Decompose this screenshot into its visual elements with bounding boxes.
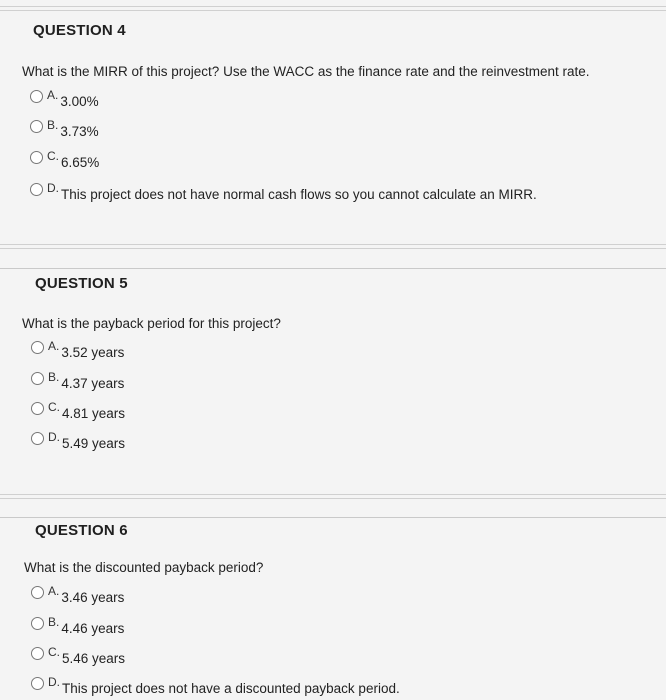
radio-button[interactable] <box>31 372 44 385</box>
option-text: 3.52 years <box>61 345 125 360</box>
option-letter: D. <box>48 430 60 444</box>
option-letter: B. <box>47 118 59 132</box>
question-6-option-b[interactable] <box>31 615 124 636</box>
divider <box>0 494 666 499</box>
option-text: 3.73% <box>60 124 99 139</box>
option-text: 3.46 years <box>61 590 125 605</box>
option-letter: A. <box>47 88 59 102</box>
question-6-text: What is the discounted payback period? <box>24 560 264 575</box>
radio-button[interactable] <box>31 647 44 660</box>
option-text: 6.65% <box>61 155 100 170</box>
question-5-text: What is the payback period for this project? <box>22 316 281 331</box>
option-letter: D. <box>48 675 60 689</box>
option-letter: C. <box>48 645 60 659</box>
option-letter: C. <box>48 400 60 414</box>
radio-button[interactable] <box>30 183 43 196</box>
question-4-option-b[interactable] <box>30 118 99 139</box>
radio-button[interactable] <box>31 617 44 630</box>
question-4-option-c[interactable] <box>30 149 99 170</box>
option-text: 3.00% <box>60 94 99 109</box>
option-text: This project does not have normal cash flows so you cannot calculate an MIRR. <box>61 187 537 202</box>
option-text: 4.37 years <box>61 376 125 391</box>
radio-button[interactable] <box>30 151 43 164</box>
option-text: This project does not have a discounted payback period. <box>62 681 400 696</box>
question-6-option-d[interactable] <box>31 675 400 696</box>
divider <box>0 244 666 249</box>
option-text: 5.46 years <box>62 651 126 666</box>
radio-button[interactable] <box>31 677 44 690</box>
question-4-title: QUESTION 4 <box>33 22 126 39</box>
option-letter: B. <box>48 615 60 629</box>
question-6-title: QUESTION 6 <box>35 522 128 539</box>
question-4-option-d[interactable] <box>30 181 537 202</box>
divider <box>0 517 666 518</box>
question-4-option-a[interactable] <box>30 88 99 109</box>
question-6-option-a[interactable] <box>31 584 124 605</box>
question-5-title: QUESTION 5 <box>35 275 128 292</box>
option-letter: A. <box>48 339 60 353</box>
radio-button[interactable] <box>31 402 44 415</box>
question-4-text: What is the MIRR of this project? Use the WACC as the finance rate and the reinvestment rate. <box>22 64 590 79</box>
option-text: 4.46 years <box>61 621 125 636</box>
question-5-option-b[interactable] <box>31 370 124 391</box>
divider <box>0 268 666 269</box>
option-text: 4.81 years <box>62 406 126 421</box>
question-6-option-c[interactable] <box>31 645 125 666</box>
radio-button[interactable] <box>31 432 44 445</box>
option-letter: B. <box>48 370 60 384</box>
radio-button[interactable] <box>30 90 43 103</box>
question-5-option-c[interactable] <box>31 400 125 421</box>
radio-button[interactable] <box>31 341 44 354</box>
question-5-option-a[interactable] <box>31 339 124 360</box>
divider <box>0 6 666 11</box>
option-letter: D. <box>47 181 59 195</box>
question-5-option-d[interactable] <box>31 430 125 451</box>
radio-button[interactable] <box>31 586 44 599</box>
option-letter: A. <box>48 584 60 598</box>
option-text: 5.49 years <box>62 436 126 451</box>
option-letter: C. <box>47 149 59 163</box>
radio-button[interactable] <box>30 120 43 133</box>
